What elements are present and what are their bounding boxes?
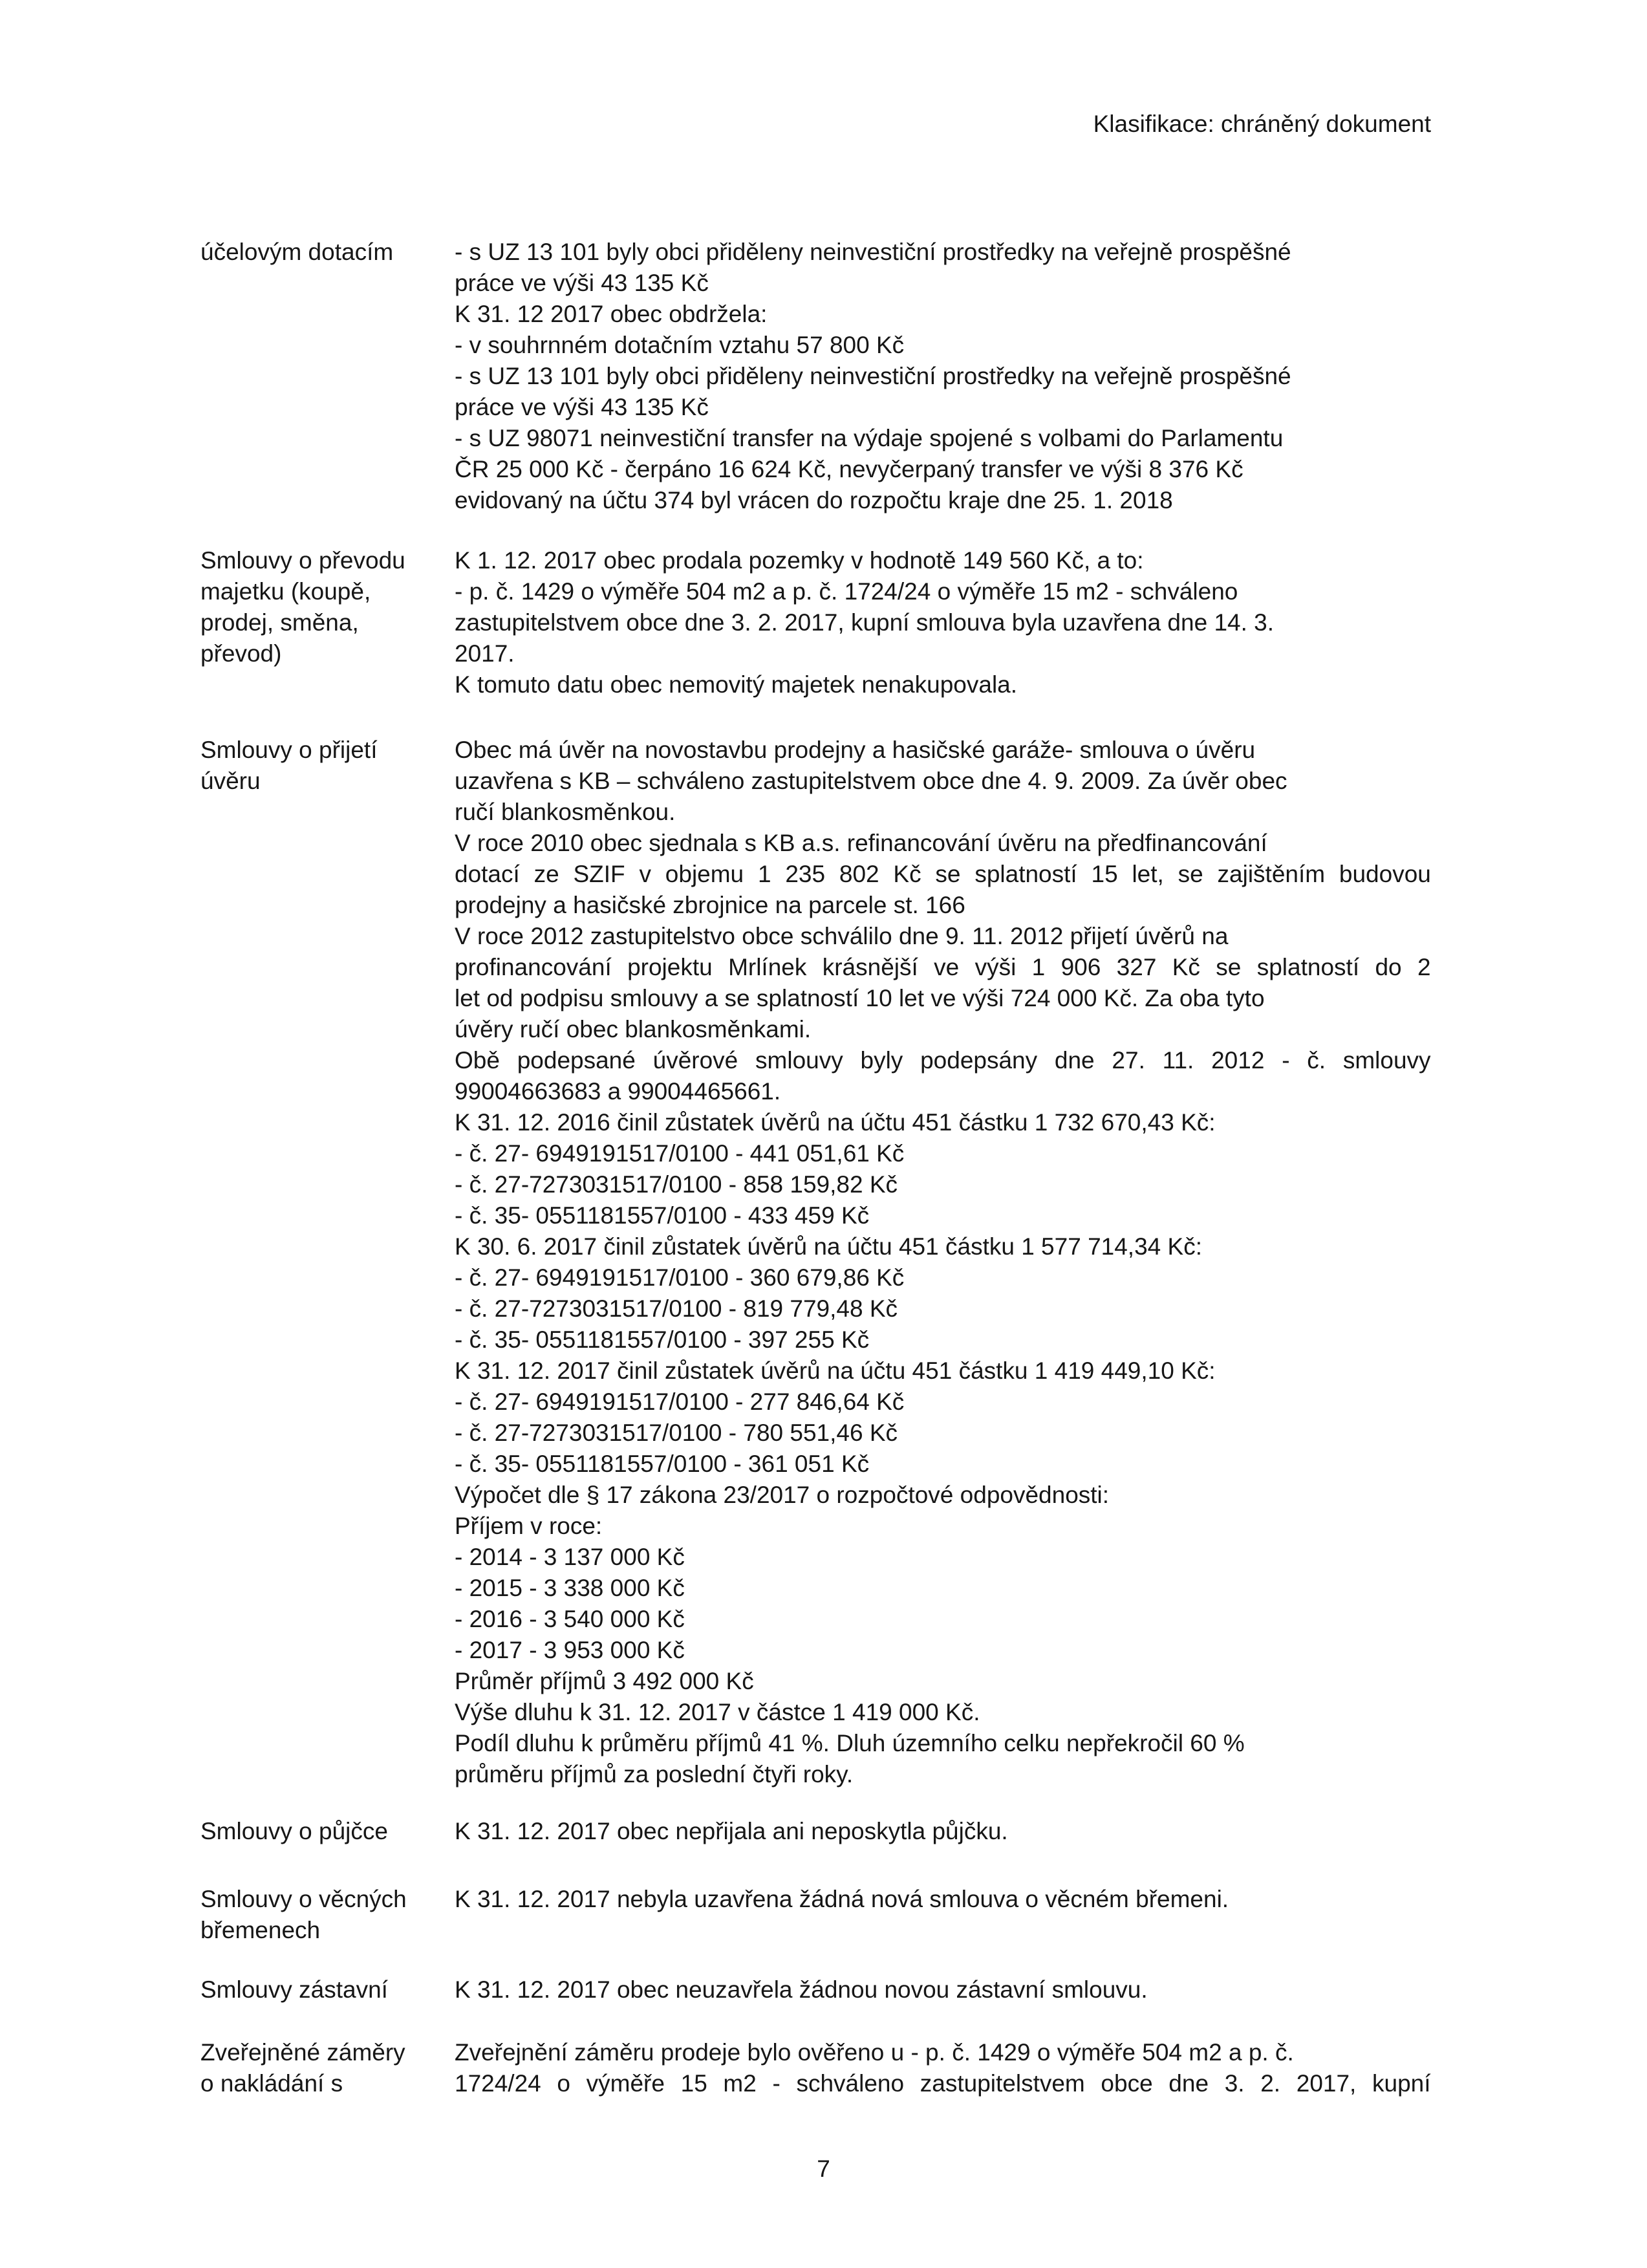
content-line <box>455 1816 1431 1847</box>
line-text: Smlouvy o věcných <box>200 1886 407 1912</box>
line-text: Smlouvy zástavní <box>200 1976 388 2003</box>
line-text: profinancování projektu Mrlínek krásnější ve výši 1 906 327 Kč se splatností do 2 <box>455 954 1431 980</box>
line-text: úvěry ručí obec blankosměnkami. <box>455 1016 812 1042</box>
content-line <box>455 1231 1431 1262</box>
label-line <box>200 2037 455 2068</box>
table-row <box>200 1816 1431 1847</box>
row-label <box>200 1974 455 2005</box>
line-text: břemenech <box>200 1917 321 1943</box>
line-text: V roce 2010 obec sjednala s KB a.s. refinancování úvěru na předfinancování <box>455 830 1267 856</box>
content-line <box>455 735 1431 766</box>
label-line <box>200 237 455 268</box>
content-line <box>455 299 1431 330</box>
content-line <box>455 1076 1431 1107</box>
line-text: - s UZ 98071 neinvestiční transfer na výdaje spojené s volbami do Parlamentu <box>455 425 1284 451</box>
content-line <box>455 485 1431 516</box>
row-content <box>455 545 1431 700</box>
row-content <box>455 735 1431 1790</box>
table-row <box>200 1884 1431 1946</box>
content-line <box>455 237 1431 268</box>
line-text: Smlouvy o přijetí <box>200 737 378 763</box>
content-line <box>455 1573 1431 1604</box>
line-text: K 31. 12. 2017 nebyla uzavřena žádná nová smlouva o věcném břemeni. <box>455 1886 1229 1912</box>
content-line <box>455 268 1431 299</box>
line-text: let od podpisu smlouvy a se splatností 10 let ve výši 724 000 Kč. Za oba tyto <box>455 985 1265 1011</box>
content-line <box>455 1697 1431 1728</box>
content-line <box>455 454 1431 485</box>
line-text: K 31. 12 2017 obec obdržela: <box>455 301 768 327</box>
line-text: - č. 27- 6949191517/0100 - 360 679,86 Kč <box>455 1264 905 1291</box>
content-line <box>455 952 1431 983</box>
line-text: prodej, směna, <box>200 609 359 636</box>
classification-header: Klasifikace: chráněný dokument <box>1093 111 1431 137</box>
line-text: Výše dluhu k 31. 12. 2017 v částce 1 419 000 Kč. <box>455 1699 980 1725</box>
line-text: K 31. 12. 2017 činil zůstatek úvěrů na účtu 451 částku 1 419 449,10 Kč: <box>455 1357 1216 1384</box>
line-text: Smlouvy o převodu <box>200 547 405 574</box>
line-text: K tomuto datu obec nemovitý majetek nenakupovala. <box>455 671 1018 698</box>
label-line <box>200 545 455 576</box>
line-text: Obě podepsané úvěrové smlouvy byly podepsány dne 27. 11. 2012 - č. smlouvy <box>455 1047 1431 1074</box>
line-text: K 1. 12. 2017 obec prodala pozemky v hodnotě 149 560 Kč, a to: <box>455 547 1144 574</box>
line-text: Zveřejněné záměry <box>200 2039 405 2066</box>
line-text: - 2016 - 3 540 000 Kč <box>455 1606 685 1632</box>
content-line <box>455 797 1431 828</box>
content-line <box>455 638 1431 669</box>
line-text: V roce 2012 zastupitelstvo obce schválilo dne 9. 11. 2012 přijetí úvěrů na <box>455 923 1229 949</box>
line-text: K 30. 6. 2017 činil zůstatek úvěrů na účtu 451 částku 1 577 714,34 Kč: <box>455 1233 1202 1260</box>
content-line <box>455 1974 1431 2005</box>
content-line <box>455 1200 1431 1231</box>
content-line <box>455 1449 1431 1480</box>
table-row <box>200 2037 1431 2099</box>
line-text: - v souhrnném dotačním vztahu 57 800 Kč <box>455 332 905 358</box>
line-text: Smlouvy o půjčce <box>200 1818 388 1844</box>
content-line <box>455 1542 1431 1573</box>
table-row <box>200 735 1431 1790</box>
content-line <box>455 1355 1431 1387</box>
content-line <box>455 2037 1431 2068</box>
content-line <box>455 2068 1431 2099</box>
line-text: zastupitelstvem obce dne 3. 2. 2017, kupní smlouva byla uzavřena dne 14. 3. <box>455 609 1275 636</box>
content-line <box>455 1728 1431 1759</box>
row-content <box>455 237 1431 516</box>
content-line <box>455 1262 1431 1293</box>
line-text: Podíl dluhu k průměru příjmů 41 %. Dluh územního celku nepřekročil 60 % <box>455 1730 1245 1756</box>
content-line <box>455 392 1431 423</box>
content-line <box>455 921 1431 952</box>
line-text: - 2017 - 3 953 000 Kč <box>455 1637 685 1663</box>
label-line <box>200 1915 455 1946</box>
line-text: ČR 25 000 Kč - čerpáno 16 624 Kč, nevyčerpaný transfer ve výši 8 376 Kč <box>455 456 1243 482</box>
content-line <box>455 1387 1431 1418</box>
line-text: Výpočet dle § 17 zákona 23/2017 o rozpočtové odpovědnosti: <box>455 1482 1110 1508</box>
label-line <box>200 1884 455 1915</box>
label-line <box>200 766 455 797</box>
content-line <box>455 1324 1431 1355</box>
table-row <box>200 1974 1431 2005</box>
content-line <box>455 1511 1431 1542</box>
table-row <box>200 545 1431 700</box>
line-text: - č. 27- 6949191517/0100 - 277 846,64 Kč <box>455 1388 905 1415</box>
row-label <box>200 237 455 268</box>
line-text: práce ve výši 43 135 Kč <box>455 270 709 296</box>
row-label <box>200 735 455 797</box>
line-text: - č. 27-7273031517/0100 - 819 779,48 Kč <box>455 1295 898 1322</box>
line-text: převod) <box>200 640 282 667</box>
row-content <box>455 2037 1431 2099</box>
content-line <box>455 983 1431 1014</box>
line-text: o nakládání s <box>200 2070 343 2097</box>
line-text: - 2014 - 3 137 000 Kč <box>455 1544 685 1570</box>
row-label <box>200 545 455 669</box>
content-line <box>455 766 1431 797</box>
content-line <box>455 361 1431 392</box>
line-text: K 31. 12. 2017 obec nepřijala ani neposkytla půjčku. <box>455 1818 1008 1844</box>
line-text: Obec má úvěr na novostavbu prodejny a hasičské garáže- smlouva o úvěru <box>455 737 1256 763</box>
line-text: průměru příjmů za poslední čtyři roky. <box>455 1761 854 1787</box>
content-line <box>455 828 1431 859</box>
content-line <box>455 1418 1431 1449</box>
content-line <box>455 423 1431 454</box>
label-line <box>200 2068 455 2099</box>
content-line <box>455 1604 1431 1635</box>
line-text: Zveřejnění záměru prodeje bylo ověřeno u - p. č. 1429 o výměře 504 m2 a p. č. <box>455 2039 1294 2066</box>
line-text: ručí blankosměnkou. <box>455 799 676 825</box>
line-text: účelovým dotacím <box>200 239 394 265</box>
line-text: uzavřena s KB – schváleno zastupitelstvem obce dne 4. 9. 2009. Za úvěr obec <box>455 768 1287 794</box>
label-line <box>200 638 455 669</box>
label-line <box>200 1816 455 1847</box>
line-text: práce ve výši 43 135 Kč <box>455 394 709 420</box>
row-content <box>455 1816 1431 1847</box>
content-line <box>455 669 1431 700</box>
line-text: K 31. 12. 2016 činil zůstatek úvěrů na účtu 451 částku 1 732 670,43 Kč: <box>455 1109 1216 1136</box>
line-text: dotací ze SZIF v objemu 1 235 802 Kč se splatností 15 let, se zajištěním budovou <box>455 861 1431 887</box>
label-line <box>200 607 455 638</box>
line-text: Průměr příjmů 3 492 000 Kč <box>455 1668 754 1694</box>
label-line <box>200 1974 455 2005</box>
line-text: evidovaný na účtu 374 byl vrácen do rozpočtu kraje dne 25. 1. 2018 <box>455 487 1173 513</box>
content-line <box>455 1107 1431 1138</box>
row-label <box>200 1816 455 1847</box>
line-text: - č. 35- 0551181557/0100 - 433 459 Kč <box>455 1202 870 1229</box>
line-text: - č. 35- 0551181557/0100 - 361 051 Kč <box>455 1451 870 1477</box>
label-line <box>200 735 455 766</box>
page-number: 7 <box>817 2155 830 2182</box>
content-line <box>455 545 1431 576</box>
line-text: 99004663683 a 99004465661. <box>455 1078 781 1105</box>
content-line <box>455 1293 1431 1324</box>
line-text: - s UZ 13 101 byly obci přiděleny neinvestiční prostředky na veřejně prospěšné <box>455 239 1291 265</box>
line-text: úvěru <box>200 768 261 794</box>
row-content <box>455 1974 1431 2005</box>
content-line <box>455 859 1431 890</box>
row-label <box>200 1884 455 1946</box>
content-line <box>455 607 1431 638</box>
line-text: 2017. <box>455 640 515 667</box>
table-row <box>200 237 1431 516</box>
row-label <box>200 2037 455 2099</box>
content-line <box>455 1759 1431 1790</box>
line-text: - s UZ 13 101 byly obci přiděleny neinvestiční prostředky na veřejně prospěšné <box>455 363 1291 389</box>
content-line <box>455 1169 1431 1200</box>
line-text: 1724/24 o výměře 15 m2 - schváleno zastupitelstvem obce dne 3. 2. 2017, kupní <box>455 2070 1431 2097</box>
content-line <box>455 1635 1431 1666</box>
line-text: - č. 27-7273031517/0100 - 858 159,82 Kč <box>455 1171 898 1198</box>
content-line <box>455 890 1431 921</box>
row-content <box>455 1884 1431 1915</box>
content-line <box>455 1045 1431 1076</box>
line-text: - 2015 - 3 338 000 Kč <box>455 1575 685 1601</box>
content-line <box>455 1480 1431 1511</box>
content-line <box>455 576 1431 607</box>
line-text: - č. 35- 0551181557/0100 - 397 255 Kč <box>455 1326 870 1353</box>
line-text: - p. č. 1429 o výměře 504 m2 a p. č. 1724/24 o výměře 15 m2 - schváleno <box>455 578 1238 605</box>
content-line <box>455 1884 1431 1915</box>
line-text: prodejny a hasičské zbrojnice na parcele st. 166 <box>455 892 965 918</box>
content-line <box>455 1014 1431 1045</box>
line-text: - č. 27-7273031517/0100 - 780 551,46 Kč <box>455 1420 898 1446</box>
label-line <box>200 576 455 607</box>
line-text: K 31. 12. 2017 obec neuzavřela žádnou novou zástavní smlouvu. <box>455 1976 1148 2003</box>
content-line <box>455 330 1431 361</box>
line-text: Příjem v roce: <box>455 1513 603 1539</box>
line-text: - č. 27- 6949191517/0100 - 441 051,61 Kč <box>455 1140 905 1167</box>
content-line <box>455 1666 1431 1697</box>
content-line <box>455 1138 1431 1169</box>
line-text: majetku (koupě, <box>200 578 371 605</box>
